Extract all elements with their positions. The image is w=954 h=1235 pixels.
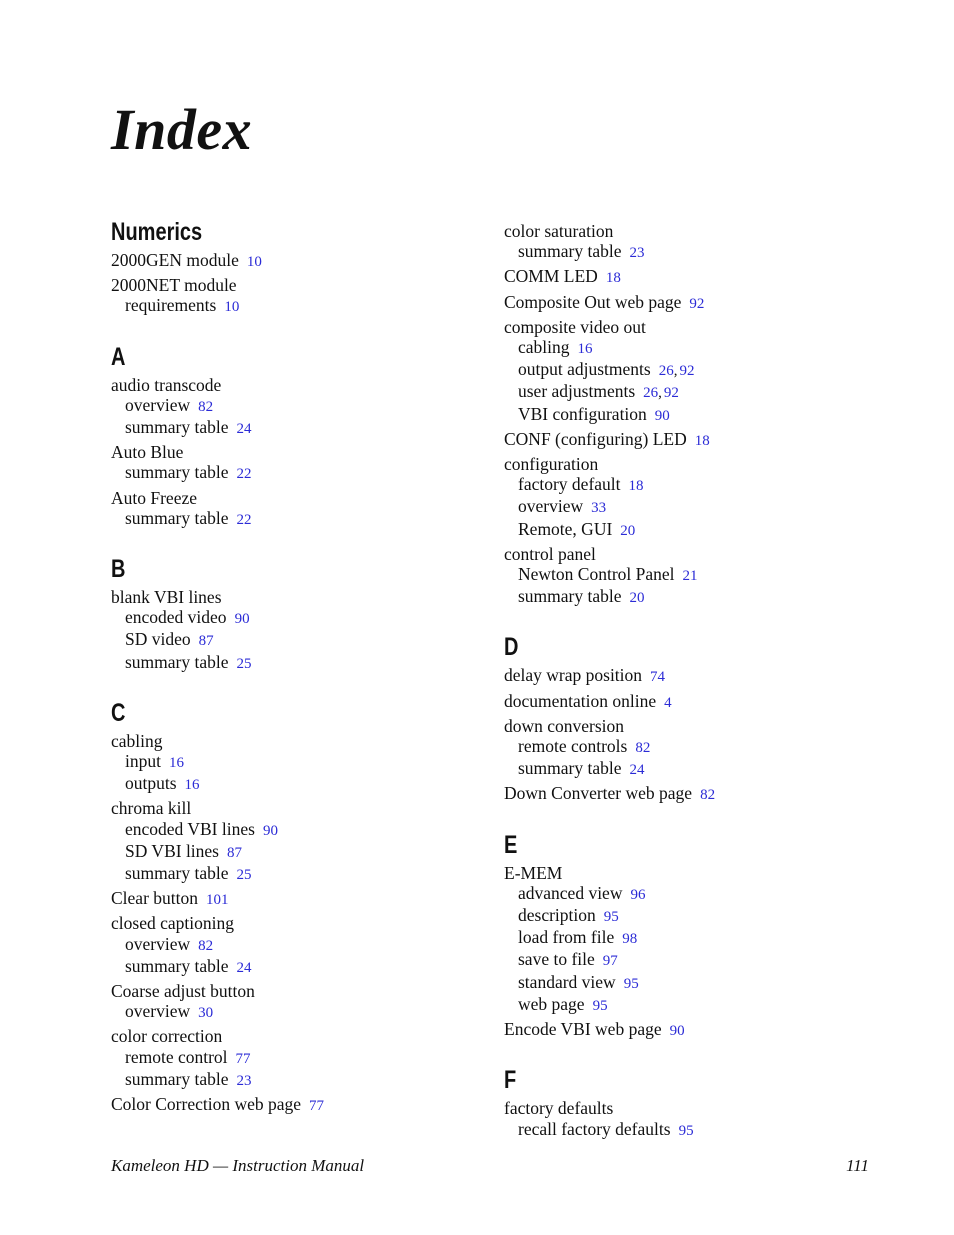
page-link[interactable]: 101 — [206, 892, 229, 909]
subentry-line — [504, 404, 904, 426]
page-link[interactable]: 21 — [682, 568, 698, 585]
index-section — [111, 217, 511, 318]
entry-term: 2000GEN module — [111, 250, 239, 270]
subentry-term: encoded video — [125, 607, 227, 628]
page-separator: , — [658, 385, 662, 402]
index-column-left — [111, 217, 511, 1116]
subentry-line — [111, 417, 511, 439]
subentry-line — [504, 883, 904, 905]
page-link[interactable]: 4 — [664, 694, 672, 711]
footer-manual-title: Kameleon HD — Instruction Manual — [111, 1156, 365, 1175]
subentry-term: SD video — [125, 629, 191, 650]
page-link[interactable]: 97 — [602, 953, 618, 970]
page-link[interactable]: 23 — [629, 245, 645, 262]
section-letter: F — [504, 1066, 517, 1095]
entry-term: COMM LED — [504, 266, 598, 287]
entry-term: composite video out — [504, 316, 646, 337]
page-link[interactable]: 90 — [654, 407, 670, 424]
entry-term: factory defaults — [504, 1098, 614, 1119]
page-link[interactable]: 92 — [679, 363, 695, 380]
entry-term: color correction — [111, 1026, 223, 1047]
subentry-term: remote control — [125, 1046, 228, 1067]
subentry-line — [504, 496, 904, 518]
page-link[interactable]: 96 — [630, 886, 646, 903]
index-section — [111, 554, 511, 674]
entry-line — [111, 587, 511, 607]
subentry-term: standard view — [518, 971, 616, 992]
subentry-term: advanced view — [518, 882, 623, 903]
index-entry — [504, 863, 904, 1016]
index-entry — [111, 1094, 511, 1116]
subentry-term: summary table — [125, 1068, 229, 1089]
page-link[interactable]: 24 — [236, 421, 252, 438]
page-link[interactable]: 25 — [236, 867, 252, 884]
entry-term: documentation online — [504, 690, 657, 711]
subentry-line — [504, 927, 904, 949]
subentry-term: web page — [518, 993, 585, 1014]
subentry-term: overview — [125, 933, 191, 954]
index-column-right — [504, 218, 904, 1141]
subentry-term: summary table — [125, 507, 229, 528]
subentry-line — [504, 994, 904, 1016]
section-letter: C — [111, 698, 126, 727]
page-link[interactable]: 18 — [628, 478, 644, 495]
page-link[interactable]: 22 — [236, 466, 252, 483]
entry-line — [504, 863, 904, 883]
index-section — [111, 698, 511, 1116]
page-link[interactable]: 26 — [658, 363, 674, 380]
page-link[interactable]: 18 — [605, 270, 621, 287]
page-link[interactable]: 22 — [236, 511, 252, 528]
subentry-line — [504, 1119, 904, 1141]
entry-term: delay wrap position — [504, 665, 643, 686]
index-entry — [504, 1019, 904, 1041]
entry-term: Down Converter web page — [504, 783, 693, 804]
page-link[interactable]: 77 — [235, 1050, 251, 1067]
entry-term: Encode VBI web page — [504, 1019, 662, 1040]
entry-line — [504, 783, 904, 805]
page-link[interactable]: 82 — [198, 937, 214, 954]
subentry-term: Remote, GUI — [518, 518, 613, 539]
page-link[interactable]: 87 — [227, 844, 242, 861]
page-link[interactable]: 33 — [591, 500, 607, 517]
entry-line — [504, 454, 904, 474]
subentry-term: summary table — [125, 863, 229, 884]
subentry-term: summary table — [125, 417, 229, 438]
page-link[interactable]: 95 — [623, 975, 639, 992]
subentry-term: encoded VBI lines — [125, 818, 255, 839]
entry-line — [111, 913, 511, 933]
subentry-line — [504, 586, 904, 608]
page-title: Index — [111, 97, 253, 162]
entry-line — [504, 221, 904, 241]
subentry-line — [504, 564, 904, 586]
entry-term: Clear button — [111, 888, 198, 909]
subentry-line — [111, 395, 511, 417]
index-entry — [504, 665, 904, 687]
subentry-term: user adjustments — [518, 381, 636, 402]
subentry-term: SD VBI lines — [125, 840, 219, 861]
entry-line — [504, 429, 904, 451]
subentry-line — [111, 508, 511, 530]
page-link[interactable]: 95 — [678, 1122, 694, 1139]
subentry-line — [111, 629, 511, 651]
section-letter: Numerics — [111, 218, 203, 246]
page-separator: , — [673, 363, 678, 380]
index-entry — [111, 488, 511, 530]
subentry-line — [111, 652, 511, 674]
index-entry — [504, 716, 904, 781]
page-link[interactable]: 90 — [234, 611, 250, 628]
subentry-term: overview — [518, 496, 584, 517]
page-link[interactable]: 95 — [592, 997, 608, 1014]
entry-term: chroma kill — [111, 798, 192, 819]
index-section — [504, 221, 904, 608]
index-entry — [111, 1026, 511, 1091]
section-letter: A — [111, 342, 126, 371]
entry-line — [111, 442, 511, 462]
entry-term: 2000NET module — [111, 275, 237, 296]
page-link[interactable]: 26 — [643, 385, 659, 402]
subentry-term: save to file — [518, 949, 595, 970]
page-link[interactable]: 98 — [622, 931, 638, 948]
index-entry — [504, 454, 904, 541]
entry-term: Auto Freeze — [111, 487, 198, 508]
page-link[interactable]: 82 — [635, 740, 651, 757]
subentry-term: summary table — [518, 758, 622, 779]
subentry-line — [504, 972, 904, 994]
entry-line — [504, 292, 904, 314]
entry-term: CONF (configuring) LED — [504, 428, 687, 449]
index-entry — [504, 1098, 904, 1140]
index-entry — [111, 442, 511, 484]
subentry-line — [111, 1047, 511, 1069]
page-link[interactable]: 90 — [262, 822, 278, 839]
subentry-term: requirements — [125, 295, 217, 316]
entry-term: closed captioning — [111, 913, 234, 934]
subentry-term: input — [125, 751, 161, 772]
index-entry — [111, 375, 511, 440]
entry-line — [504, 691, 904, 713]
index-entry — [111, 250, 511, 272]
subentry-line — [111, 773, 511, 795]
subentry-line — [504, 241, 904, 263]
entry-term: Color Correction web page — [111, 1094, 302, 1115]
subentry-term: summary table — [125, 651, 229, 672]
page-link[interactable]: 10 — [224, 299, 240, 316]
subentry-line — [111, 607, 511, 629]
entry-line — [504, 266, 904, 288]
subentry-line — [111, 863, 511, 885]
page-link[interactable]: 92 — [689, 295, 705, 312]
index-entry — [111, 888, 511, 910]
entry-line — [111, 888, 511, 910]
index-section — [504, 1065, 904, 1140]
page-link[interactable]: 16 — [184, 777, 200, 794]
entry-term: E-MEM — [504, 862, 563, 883]
subentry-line — [111, 841, 511, 863]
index-section — [111, 342, 511, 530]
subentry-line — [504, 474, 904, 496]
page-link[interactable]: 18 — [694, 432, 710, 449]
entry-term: down conversion — [504, 715, 625, 736]
entry-line — [111, 275, 511, 295]
index-entry — [504, 691, 904, 713]
page-link[interactable]: 20 — [629, 590, 645, 607]
subentry-term: load from file — [518, 927, 615, 948]
subentry-term: VBI configuration — [518, 403, 647, 424]
index-entry — [111, 587, 511, 674]
entry-term: color saturation — [504, 221, 614, 241]
entry-term: blank VBI lines — [111, 587, 222, 608]
page-link[interactable]: 77 — [309, 1098, 325, 1115]
subentry-term: overview — [125, 1001, 191, 1022]
index-entry — [504, 292, 904, 314]
subentry-line — [504, 381, 904, 403]
subentry-line — [111, 1001, 511, 1023]
footer-page-number: 111 — [846, 1156, 869, 1175]
subentry-line — [111, 934, 511, 956]
entry-line — [111, 798, 511, 818]
subentry-term: outputs — [125, 773, 177, 794]
subentry-term: remote controls — [518, 736, 628, 757]
section-letter: B — [111, 555, 126, 584]
index-entry — [504, 783, 904, 805]
entry-line — [111, 1094, 511, 1116]
index-entry — [111, 913, 511, 978]
entry-line — [111, 1026, 511, 1046]
subentry-line — [504, 758, 904, 780]
index-entry — [504, 429, 904, 451]
page-link[interactable]: 23 — [236, 1072, 252, 1089]
entry-line — [504, 317, 904, 337]
page-link[interactable]: 10 — [246, 254, 262, 270]
subentry-line — [111, 751, 511, 773]
subentry-line — [111, 1069, 511, 1091]
entry-line — [504, 665, 904, 687]
page-link[interactable]: 90 — [669, 1023, 685, 1040]
entry-line — [504, 544, 904, 564]
index-entry — [504, 221, 904, 263]
index-section — [504, 632, 904, 805]
subentry-line — [111, 462, 511, 484]
subentry-line — [504, 736, 904, 758]
subentry-line — [111, 956, 511, 978]
index-entry — [504, 266, 904, 288]
subentry-term: Newton Control Panel — [518, 564, 675, 585]
subentry-line — [504, 949, 904, 971]
entry-term: configuration — [504, 454, 599, 475]
entry-term: audio transcode — [111, 374, 222, 395]
entry-line — [504, 716, 904, 736]
subentry-term: cabling — [518, 337, 570, 358]
page-link[interactable]: 20 — [620, 522, 636, 539]
index-entry — [111, 798, 511, 885]
subentry-line — [111, 819, 511, 841]
page-link[interactable]: 24 — [236, 959, 252, 976]
subentry-line — [504, 359, 904, 381]
subentry-term: recall factory defaults — [518, 1118, 671, 1139]
subentry-line — [504, 337, 904, 359]
entry-term: Auto Blue — [111, 442, 184, 463]
index-section — [504, 830, 904, 1042]
subentry-term: description — [518, 905, 596, 926]
page-link[interactable]: 82 — [700, 787, 716, 804]
page-link[interactable]: 30 — [198, 1005, 214, 1022]
entry-line — [504, 1019, 904, 1041]
index-entry — [111, 731, 511, 796]
entry-line — [111, 488, 511, 508]
entry-term: Composite Out web page — [504, 291, 682, 312]
subentry-term: summary table — [125, 955, 229, 976]
subentry-line — [111, 295, 511, 317]
index-entry — [111, 981, 511, 1023]
subentry-line — [504, 905, 904, 927]
entry-line — [111, 250, 511, 272]
page-link[interactable]: 16 — [168, 755, 184, 772]
subentry-term: overview — [125, 394, 191, 415]
subentry-line — [504, 519, 904, 541]
index-entry — [504, 544, 904, 609]
entry-term: cabling — [111, 730, 163, 751]
entry-line — [111, 731, 511, 751]
subentry-term: factory default — [518, 474, 621, 495]
entry-term: Coarse adjust button — [111, 981, 255, 1002]
page-link[interactable]: 95 — [603, 909, 619, 926]
page-link[interactable]: 92 — [663, 385, 679, 402]
page-link[interactable]: 82 — [198, 398, 214, 415]
page-link[interactable]: 87 — [198, 633, 214, 650]
entry-line — [504, 1098, 904, 1118]
page-link[interactable]: 74 — [650, 669, 666, 686]
section-letter: E — [504, 830, 518, 859]
index-entry — [504, 317, 904, 426]
entry-line — [111, 375, 511, 395]
subentry-term: summary table — [518, 241, 622, 262]
page-link[interactable]: 25 — [236, 655, 252, 672]
subentry-term: summary table — [125, 462, 229, 483]
subentry-term: output adjustments — [518, 359, 651, 380]
index-entry — [111, 275, 511, 317]
page-link[interactable]: 16 — [577, 341, 593, 358]
entry-line — [111, 981, 511, 1001]
subentry-term: summary table — [518, 586, 622, 607]
page-link[interactable]: 24 — [629, 762, 645, 779]
entry-term: control panel — [504, 543, 596, 564]
section-letter: D — [504, 633, 519, 662]
